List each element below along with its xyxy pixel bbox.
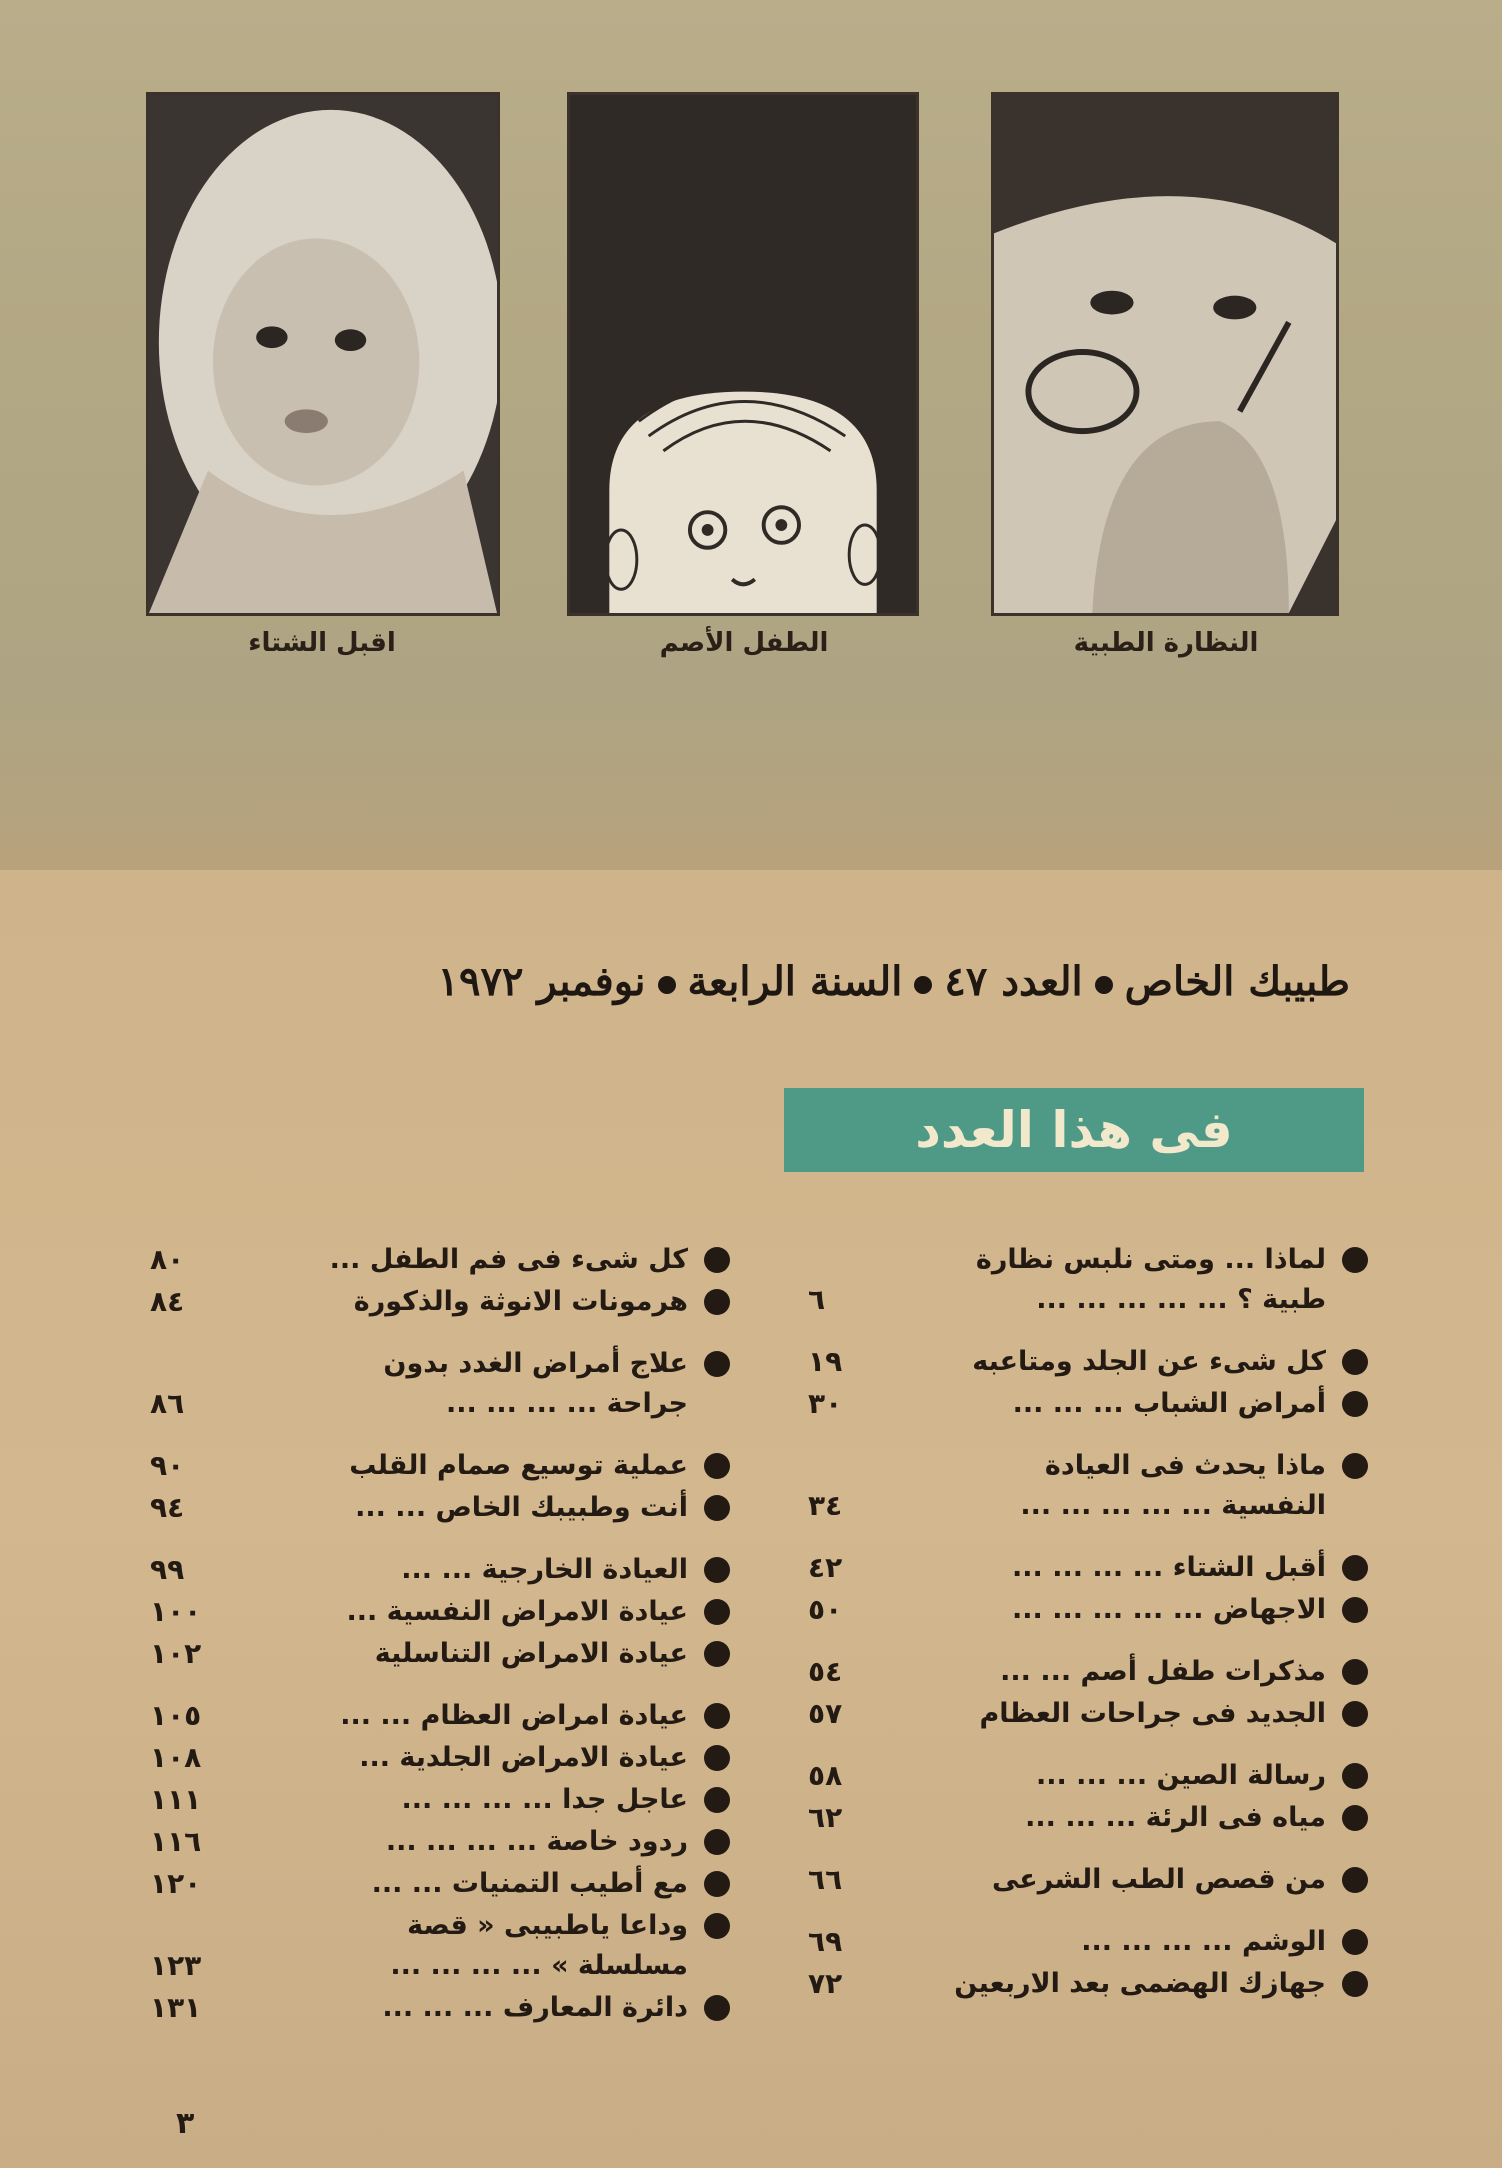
toc-entry-page: ٩٩	[150, 1553, 185, 1586]
baby-in-fur-hood-photo	[146, 92, 500, 616]
toc-entry[interactable]	[808, 1798, 1368, 1838]
toc-entry-page: ١١١	[150, 1783, 202, 1816]
bullet-icon	[704, 1829, 730, 1855]
toc-entry-title: العيادة الخارجية ... ...	[401, 1554, 688, 1585]
toc-entry[interactable]	[150, 1696, 730, 1736]
deaf-child-drawing	[567, 92, 919, 616]
bullet-icon	[1342, 1867, 1368, 1893]
toc-entry-page: ١٠٥	[150, 1699, 202, 1732]
issue-date: نوفمبر ١٩٧٢	[437, 958, 646, 1005]
toc-entry-page: ١٣١	[150, 1991, 202, 2024]
toc-entry[interactable]	[808, 1240, 1368, 1320]
toc-entry-title: مسلسلة » ... ... ... ...	[390, 1950, 688, 1981]
toc-entry[interactable]	[150, 1822, 730, 1862]
bullet-icon	[1095, 976, 1113, 994]
child-with-glasses-photo	[991, 92, 1339, 616]
toc-entry[interactable]	[808, 1922, 1368, 1962]
bullet-icon	[658, 976, 676, 994]
bullet-icon	[704, 1351, 730, 1377]
toc-entry-title: الاجهاض ... ... ... ... ...	[1012, 1594, 1326, 1625]
bullet-icon	[1342, 1349, 1368, 1375]
toc-entry-title: عاجل جدا ... ... ... ...	[401, 1784, 688, 1815]
toc-column-right	[808, 1240, 1368, 2004]
toc-entry[interactable]	[150, 1344, 730, 1424]
toc-entry[interactable]	[150, 1988, 730, 2028]
toc-entry[interactable]	[150, 1592, 730, 1632]
toc-entry-title: كل شىء فى فم الطفل ...	[329, 1244, 688, 1275]
toc-entry-title: علاج أمراض الغدد بدون	[383, 1348, 688, 1379]
toc-entry-title: أنت وطبيبك الخاص ... ...	[355, 1492, 688, 1523]
toc-entry-title: جراحة ... ... ... ...	[445, 1388, 688, 1419]
toc-entry[interactable]	[808, 1548, 1368, 1588]
bullet-icon	[704, 1745, 730, 1771]
toc-entry-title: رسالة الصين ... ... ...	[1036, 1760, 1326, 1791]
toc-entry[interactable]	[808, 1590, 1368, 1630]
bullet-icon	[1342, 1391, 1368, 1417]
toc-entry-title: كل شىء عن الجلد ومتاعبه	[972, 1346, 1326, 1377]
volume-year: السنة الرابعة	[687, 958, 903, 1005]
bullet-icon	[704, 1913, 730, 1939]
toc-entry-title: النفسية ... ... ... ... ...	[1020, 1490, 1326, 1521]
toc-entry-title: عيادة الامراض الجلدية ...	[359, 1742, 688, 1773]
toc-entry[interactable]	[808, 1860, 1368, 1900]
toc-entry-page: ٥٤	[808, 1655, 843, 1688]
toc-entry[interactable]	[150, 1446, 730, 1486]
toc-entry-title: عملية توسيع صمام القلب	[349, 1450, 688, 1481]
toc-entry-title: دائرة المعارف ... ... ...	[382, 1992, 688, 2023]
toc-entry[interactable]	[808, 1694, 1368, 1734]
toc-entry[interactable]	[150, 1634, 730, 1674]
toc-entry-title: عيادة الامراض التناسلية	[374, 1638, 688, 1669]
toc-entry-page: ١٢٠	[150, 1867, 202, 1900]
toc-entry-page: ٥٠	[808, 1593, 843, 1626]
toc-entry[interactable]	[808, 1652, 1368, 1692]
toc-column-left	[150, 1240, 730, 2028]
toc-entry[interactable]	[808, 1964, 1368, 2004]
toc-entry[interactable]	[150, 1550, 730, 1590]
toc-entry[interactable]	[150, 1906, 730, 1986]
photo-caption: اقبل الشتاء	[248, 628, 396, 658]
bullet-icon	[704, 1289, 730, 1315]
toc-entry-page: ٨٦	[150, 1387, 185, 1420]
toc-entry-title: أمراض الشباب ... ... ...	[1012, 1388, 1326, 1419]
toc-entry-title: من قصص الطب الشرعى	[991, 1864, 1326, 1895]
bullet-icon	[704, 1787, 730, 1813]
toc-entry[interactable]	[150, 1780, 730, 1820]
toc-entry[interactable]	[808, 1384, 1368, 1424]
toc-entry-title: ردود خاصة ... ... ... ...	[385, 1826, 688, 1857]
bullet-icon	[704, 1995, 730, 2021]
toc-entry-title: جهازك الهضمى بعد الاربعين	[954, 1968, 1326, 1999]
bullet-icon	[704, 1557, 730, 1583]
toc-entry-page: ٦	[808, 1283, 826, 1316]
toc-entry-page: ٦٢	[808, 1801, 843, 1834]
bullet-icon	[704, 1495, 730, 1521]
masthead	[150, 958, 1350, 1005]
toc-entry-page: ١٠٨	[150, 1741, 202, 1774]
toc-entry-title: مذكرات طفل أصم ... ...	[1000, 1656, 1326, 1687]
toc-entry[interactable]	[150, 1488, 730, 1528]
photo-caption: النظارة الطبية	[1073, 628, 1259, 658]
bullet-icon	[1342, 1971, 1368, 1997]
photo-caption: الطفل الأصم	[659, 628, 829, 658]
toc-entry-page: ١١٦	[150, 1825, 202, 1858]
bullet-icon	[1342, 1555, 1368, 1581]
bullet-icon	[914, 976, 932, 994]
bullet-icon	[704, 1641, 730, 1667]
bullet-icon	[1342, 1763, 1368, 1789]
toc-entry-page: ٦٩	[808, 1925, 843, 1958]
toc-entry-page: ٣٠	[808, 1387, 843, 1420]
toc-entry-title: هرمونات الانوثة والذكورة	[353, 1286, 688, 1317]
bullet-icon	[704, 1703, 730, 1729]
toc-entry-page: ٧٢	[808, 1967, 843, 2000]
bullet-icon	[1342, 1659, 1368, 1685]
toc-entry-title: أقبل الشتاء ... ... ... ...	[1012, 1552, 1326, 1583]
toc-entry-title: الجديد فى جراحات العظام	[979, 1698, 1326, 1729]
toc-entry[interactable]	[150, 1240, 730, 1280]
toc-entry-page: ١٩	[808, 1345, 843, 1378]
magazine-name: طبيبك الخاص	[1124, 958, 1350, 1005]
toc-entry-page: ٨٤	[150, 1285, 185, 1318]
toc-entry-page: ٤٢	[808, 1551, 843, 1584]
toc-entry[interactable]	[808, 1446, 1368, 1526]
toc-entry-page: ١٠٠	[150, 1595, 202, 1628]
toc-entry-title: طبية ؟ ... ... ... ... ...	[1036, 1284, 1326, 1315]
bullet-icon	[1342, 1929, 1368, 1955]
toc-entry-page: ٦٦	[808, 1863, 843, 1896]
toc-entry-title: وداعا ياطبيبى « قصة	[407, 1910, 688, 1941]
toc-entry-page: ٥٧	[808, 1697, 843, 1730]
toc-entry-title: عيادة امراض العظام ... ...	[340, 1700, 688, 1731]
issue-number: العدد ٤٧	[944, 958, 1083, 1005]
toc-entry-page: ٩٤	[150, 1491, 185, 1524]
bullet-icon	[1342, 1247, 1368, 1273]
page-number: ٣	[176, 2106, 195, 2141]
toc-entry-title: ماذا يحدث فى العيادة	[1044, 1450, 1326, 1481]
toc-entry-title: مع أطيب التمنيات ... ...	[371, 1868, 688, 1899]
bullet-icon	[704, 1599, 730, 1625]
toc-entry-page: ١٢٣	[150, 1949, 202, 1982]
toc-entry-title: لماذا ... ومتى نلبس نظارة	[975, 1244, 1326, 1275]
toc-entry-page: ١٠٢	[150, 1637, 202, 1670]
toc-entry-title: عيادة الامراض النفسية ...	[346, 1596, 688, 1627]
bullet-icon	[704, 1871, 730, 1897]
toc-entry-page: ٥٨	[808, 1759, 843, 1792]
bullet-icon	[1342, 1597, 1368, 1623]
bullet-icon	[704, 1453, 730, 1479]
toc-entry[interactable]	[808, 1756, 1368, 1796]
toc-entry-page: ٨٠	[150, 1243, 185, 1276]
contents-heading: فى هذا العدد	[784, 1088, 1364, 1172]
toc-entry-title: مياه فى الرئة ... ... ...	[1025, 1802, 1326, 1833]
bullet-icon	[704, 1247, 730, 1273]
toc-entry[interactable]	[808, 1342, 1368, 1382]
toc-entry[interactable]	[150, 1738, 730, 1778]
toc-entry-title: الوشم ... ... ... ...	[1081, 1926, 1326, 1957]
bullet-icon	[1342, 1701, 1368, 1727]
toc-entry-page: ٣٤	[808, 1489, 843, 1522]
bullet-icon	[1342, 1453, 1368, 1479]
bullet-icon	[1342, 1805, 1368, 1831]
toc-entry-page: ٩٠	[150, 1449, 185, 1482]
toc-entry[interactable]	[150, 1282, 730, 1322]
toc-entry[interactable]	[150, 1864, 730, 1904]
